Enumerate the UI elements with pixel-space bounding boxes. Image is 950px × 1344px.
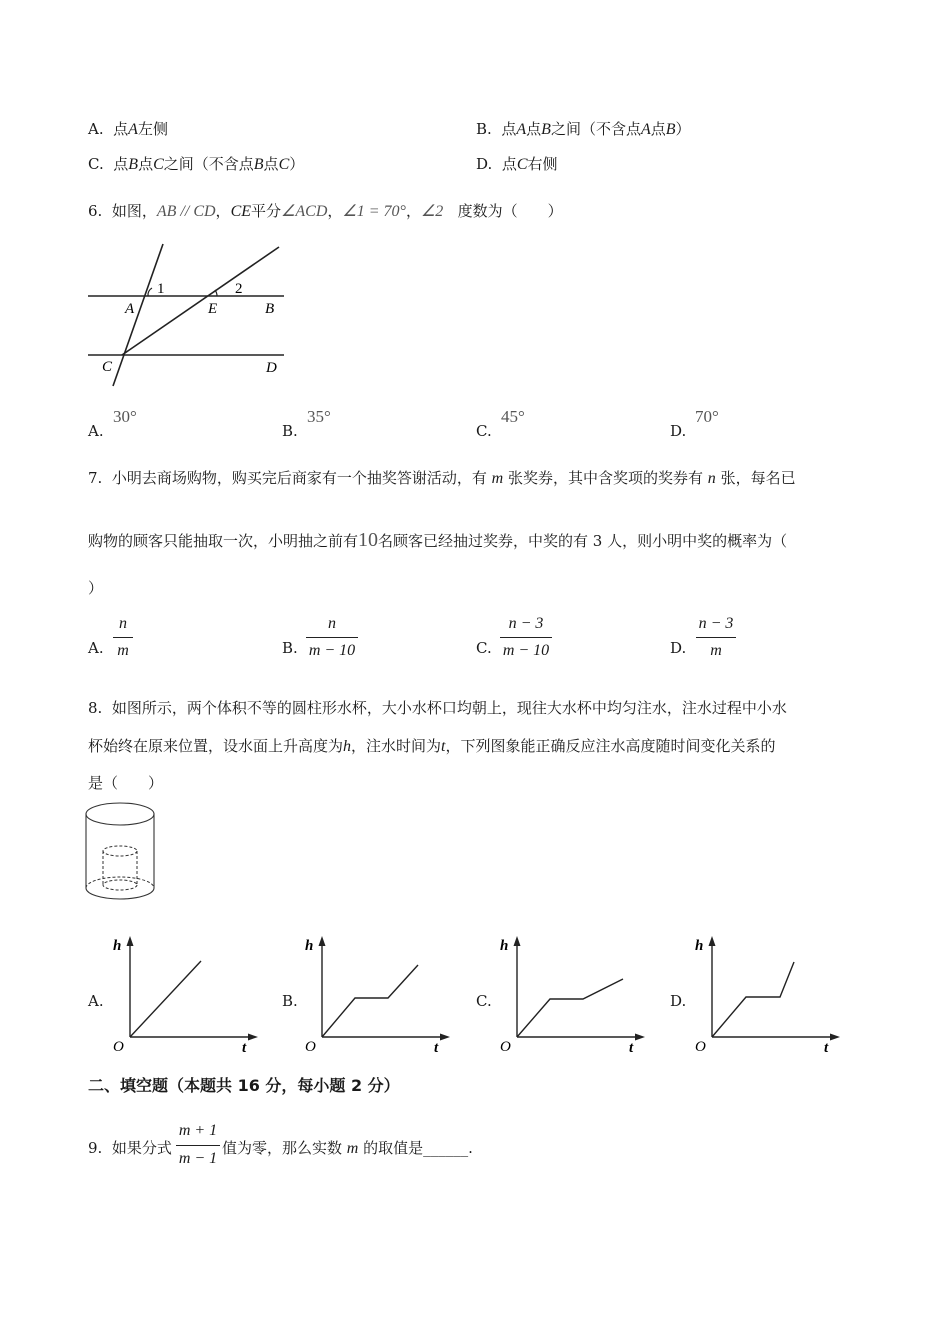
q6-option-a-value: 30° (113, 407, 137, 426)
q8-graph-c (495, 935, 650, 1055)
q8-line-3: 是（ ） (88, 774, 164, 792)
origin-label: O (305, 1039, 316, 1055)
q6-option-a-label: A. (88, 422, 104, 440)
q7-option-b-fraction (306, 615, 358, 665)
q9-fraction (176, 1122, 220, 1172)
q6-option-d-value: 70° (695, 407, 719, 426)
fraction-denominator: m − 10 (308, 642, 356, 659)
x-axis-arrow (830, 1034, 840, 1041)
label-a: A (125, 301, 135, 317)
label-d: D (266, 360, 277, 376)
graph-line (712, 962, 794, 1037)
graph-line (130, 961, 201, 1037)
graph-line (517, 979, 623, 1037)
axis-label-t: t (629, 1040, 634, 1055)
axis-label-h: h (500, 938, 509, 954)
q8-option-c-label: C. (476, 992, 492, 1010)
fraction-bar (696, 637, 736, 638)
q5-option-a: A. 点A左侧 (88, 120, 168, 138)
q8-option-a-label: A. (88, 992, 104, 1010)
q5-option-b: B. 点A点B之间（不含点A点B） (476, 120, 691, 138)
fraction-numerator: n (119, 615, 127, 632)
label-e: E (208, 301, 218, 317)
label-2: 2 (235, 281, 243, 297)
q8-cylinder-figure (82, 798, 162, 908)
axis-label-t: t (434, 1040, 439, 1055)
fraction-bar (500, 637, 552, 638)
q8-option-d-label: D. (670, 992, 687, 1010)
y-axis-arrow (319, 936, 326, 946)
q6-option-d-label: D. (670, 422, 687, 440)
axis-label-h: h (305, 938, 314, 954)
q7-line-1: 7. 小明去商场购物，购买完后商家有一个抽奖答谢活动，有 m 张奖券，其中含奖项的奖券有 n 张，每名已 (88, 469, 796, 487)
outer-bottom-back (86, 877, 154, 888)
fraction-denominator: m (117, 642, 129, 659)
q9-tail: 值为零，那么实数 m 的取值是______. (222, 1139, 473, 1157)
q8-graph-b (300, 935, 455, 1055)
y-axis-arrow (127, 936, 134, 946)
angle-1-arc (148, 288, 152, 296)
fraction-numerator: n (328, 615, 336, 632)
origin-label: O (500, 1039, 511, 1055)
q8-graph-a (108, 935, 263, 1055)
q7-option-a-label: A. (88, 639, 104, 657)
q7-option-d-label: D. (670, 639, 687, 657)
x-axis-arrow (440, 1034, 450, 1041)
q5-option-c: C. 点B点C之间（不含点B点C） (88, 155, 305, 173)
origin-label: O (113, 1039, 124, 1055)
x-axis-arrow (635, 1034, 645, 1041)
fraction-denominator: m (710, 642, 722, 659)
fraction-denominator: m − 1 (178, 1150, 218, 1167)
fraction-bar (306, 637, 358, 638)
q8-graph-d (690, 935, 845, 1055)
label-c: C (102, 359, 113, 375)
graph-line (322, 965, 418, 1037)
axis-label-t: t (242, 1040, 247, 1055)
fraction-bar (113, 637, 133, 638)
section-heading: 二、填空题（本题共 16 分，每小题 2 分） (88, 1076, 400, 1095)
q6-figure (80, 240, 295, 390)
inner-top-ellipse (103, 846, 137, 856)
axis-label-h: h (695, 938, 704, 954)
q6-option-c-value: 45° (501, 407, 525, 426)
q6-option-c-label: C. (476, 422, 492, 440)
x-axis-arrow (248, 1034, 258, 1041)
q6-option-b-label: B. (282, 422, 298, 440)
q7-option-d-fraction (696, 615, 736, 665)
q8-line-2: 杯始终在原来位置，设水面上升高度为h，注水时间为t，下列图象能正确反应注水高度随时间变化关系的 (88, 737, 776, 755)
fraction-numerator: m + 1 (178, 1122, 218, 1139)
q7-option-c-label: C. (476, 639, 492, 657)
line-ac (113, 244, 163, 386)
origin-label: O (695, 1039, 706, 1055)
y-axis-arrow (514, 936, 521, 946)
line-ce (122, 247, 279, 355)
q6-stem: 6. 如图，AB // CD，CE平分∠ACD，∠1 = 70°，∠2 度数为（ ） (88, 202, 563, 220)
q7-option-a-fraction (113, 615, 133, 665)
q5-option-d: D. 点C右侧 (476, 155, 558, 173)
q7-option-c-fraction (500, 615, 552, 665)
outer-bottom-front (86, 888, 154, 899)
q7-line-3: ） (88, 579, 104, 597)
angle-2-arc (215, 290, 217, 296)
fraction-denominator: m − 10 (502, 642, 550, 659)
label-1: 1 (157, 281, 165, 297)
q6-option-b-value: 35° (307, 407, 331, 426)
q7-option-b-label: B. (282, 639, 298, 657)
label-b: B (265, 301, 275, 317)
y-axis-arrow (709, 936, 716, 946)
inner-bottom-ellipse (103, 880, 137, 890)
axis-label-t: t (824, 1040, 829, 1055)
q7-line-2: 购物的顾客只能抽取一次，小明抽之前有10名顾客已经抽过奖券，中奖的有 3 人，则小明中奖的概率为（ (88, 529, 788, 551)
q9-lead: 9. 如果分式 (88, 1139, 172, 1157)
q8-option-b-label: B. (282, 992, 298, 1010)
outer-top-ellipse (86, 803, 154, 825)
q8-line-1: 8. 如图所示，两个体积不等的圆柱形水杯，大小水杯口均朝上，现往大水杯中均匀注水，注水过程中小水 (88, 699, 787, 717)
fraction-bar (176, 1145, 220, 1146)
fraction-numerator: n − 3 (508, 615, 544, 632)
fraction-numerator: n − 3 (698, 615, 734, 632)
axis-label-h: h (113, 938, 122, 954)
